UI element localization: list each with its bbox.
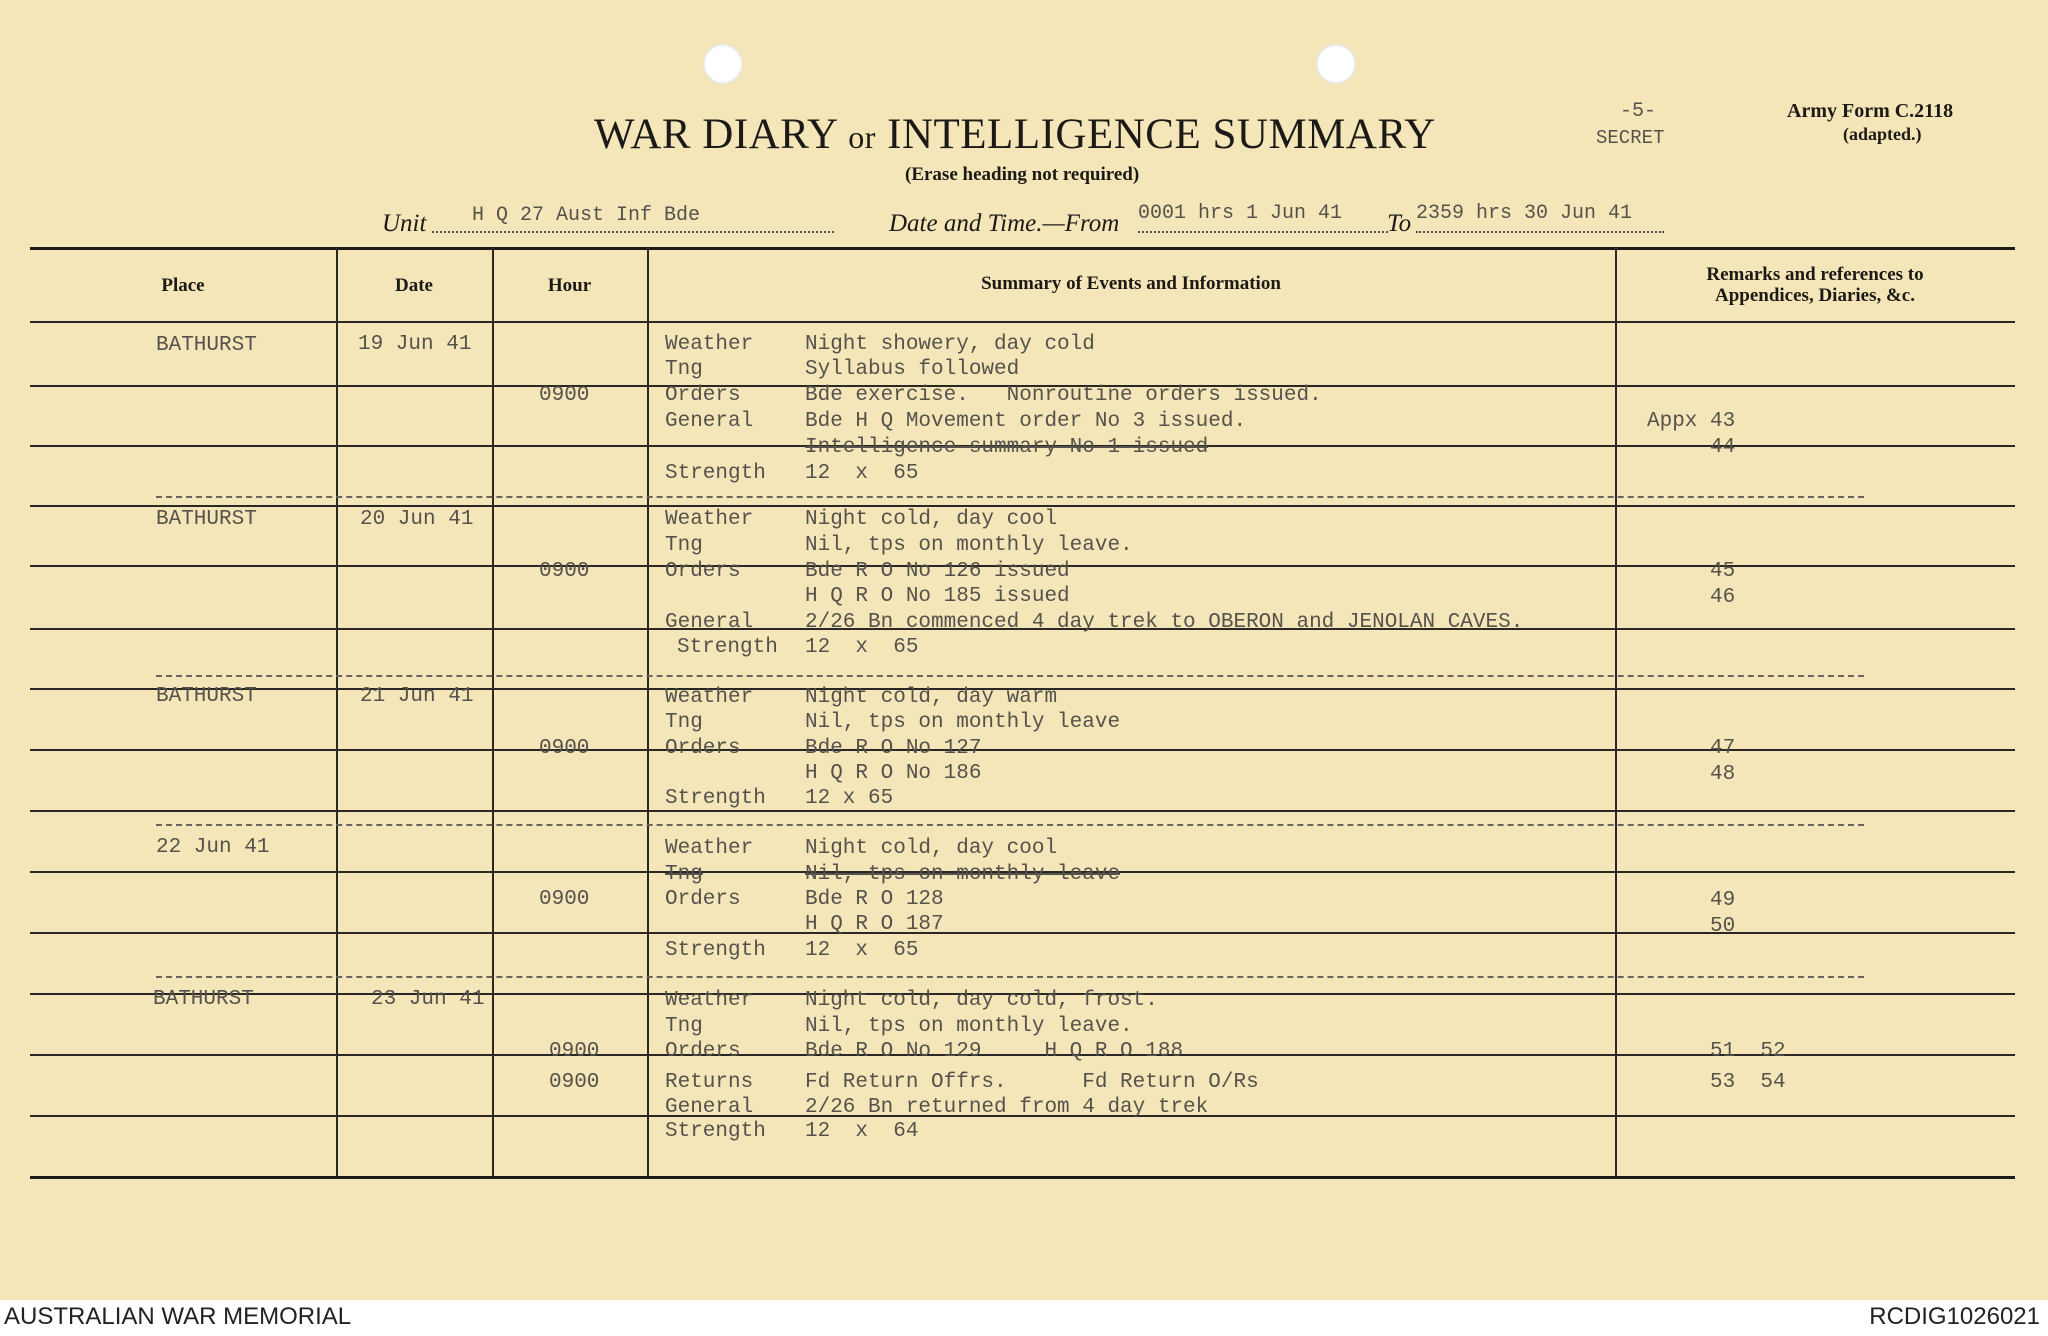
table-bottom-rule (30, 1176, 2015, 1179)
column-header-remarks-line2: Appendices, Diaries, &c. (1714, 285, 1915, 306)
entry-text: 2/26 Bn commenced 4 day trek to OBERON and JENOLAN CAVES. (805, 611, 1524, 634)
column-divider-place-date (336, 248, 338, 1176)
entry-text: Nil, tps on monthly leave (805, 711, 1121, 734)
column-divider-hour-summary (647, 248, 649, 1176)
appendix-reference: 44 (1710, 436, 1736, 459)
entry-category: Orders (665, 1040, 741, 1063)
entry-category: General (665, 611, 754, 634)
entry-text: Syllabus followed (805, 358, 1020, 381)
ruled-line (30, 810, 2015, 812)
entry-hour: 0900 (539, 560, 590, 583)
entry-category: Tng (665, 1015, 703, 1038)
entry-category: Tng (665, 863, 703, 886)
from-dotted-line (1138, 231, 1388, 233)
appendix-reference: 48 (1710, 763, 1736, 786)
entry-category: Returns (665, 1071, 754, 1094)
header-rule (30, 321, 2015, 323)
entry-place: BATHURST (156, 508, 257, 531)
punch-hole-right (1316, 44, 1356, 84)
entry-text: 12 x 65 (805, 636, 919, 659)
to-dotted-line (1416, 231, 1664, 233)
entry-date: 20 Jun 41 (360, 508, 474, 531)
entry-place: 22 Jun 41 (156, 836, 270, 859)
appendix-reference: Appx 43 (1647, 410, 1736, 433)
unit-value: H Q 27 Aust Inf Bde (472, 204, 701, 227)
column-header-date: Date (395, 275, 433, 296)
entry-text: Nil, tps on monthly leave. (805, 1015, 1133, 1038)
title-intelligence-summary: INTELLIGENCE SUMMARY (887, 111, 1436, 158)
entry-text: Bde R O No 127 (805, 737, 982, 760)
appendix-reference: 46 (1710, 586, 1736, 609)
entry-text: H Q R O 187 (805, 913, 944, 936)
entry-category: Orders (665, 384, 741, 407)
entry-date: 19 Jun 41 (358, 333, 472, 356)
column-header-summary: Summary of Events and Information (981, 273, 1281, 294)
entry-text: Night showery, day cold (805, 333, 1095, 356)
entry-text: Nil, tps on monthly leave (805, 863, 1121, 886)
entry-category: Weather (665, 989, 754, 1012)
title-or: or (848, 119, 876, 155)
army-form-number: Army Form C.2118 (1787, 100, 1954, 122)
appendix-reference: 45 (1710, 560, 1736, 583)
classification-stamp: SECRET (1596, 127, 1665, 149)
entry-category: Tng (665, 358, 703, 381)
entry-category: Orders (665, 888, 741, 911)
column-header-remarks-line1: Remarks and references to (1706, 264, 1924, 285)
column-divider-date-hour (492, 248, 494, 1176)
date-time-label: Date and Time.—From (889, 210, 1120, 237)
entry-category: Weather (665, 837, 754, 860)
column-divider-summary-remarks (1615, 248, 1617, 1176)
entry-text: Nil, tps on monthly leave. (805, 534, 1133, 557)
appendix-reference: 47 (1710, 737, 1736, 760)
entry-place: BATHURST (156, 685, 257, 708)
entry-place: BATHURST (156, 334, 257, 357)
to-value: 2359 hrs 30 Jun 41 (1416, 202, 1633, 225)
entry-text: 12 x 65 (805, 462, 919, 485)
entry-category: Weather (665, 686, 754, 709)
column-header-place: Place (161, 275, 205, 296)
entry-text: Bde R O 128 (805, 888, 944, 911)
entry-text: Night cold, day cold, frost. (805, 989, 1158, 1012)
appendix-reference: 49 (1710, 889, 1736, 912)
entry-text: 2/26 Bn returned from 4 day trek (805, 1096, 1209, 1119)
entry-date: 23 Jun 41 (371, 988, 485, 1011)
appendix-reference: 51 52 (1710, 1040, 1786, 1063)
entry-category: Orders (665, 560, 741, 583)
entry-hour: 0900 (549, 1071, 600, 1094)
form-title (594, 110, 1436, 159)
army-form-adapted: (adapted.) (1843, 124, 1922, 144)
erase-note: (Erase heading not required) (905, 164, 1140, 185)
entry-category: Weather (665, 333, 754, 356)
entry-date: 21 Jun 41 (360, 685, 474, 708)
entry-hour: 0900 (539, 384, 590, 407)
to-label: To (1387, 210, 1412, 237)
entry-text: H Q R O No 185 issued (805, 585, 1070, 608)
entry-place: BATHURST (153, 988, 254, 1011)
entry-category: Tng (665, 711, 703, 734)
unit-dotted-line (432, 231, 834, 233)
entry-separator (156, 675, 1864, 677)
ruled-line (30, 505, 2015, 507)
entry-category: Strength (665, 939, 766, 962)
title-war-diary: WAR DIARY (594, 111, 837, 158)
entry-text: 12 x 65 (805, 939, 919, 962)
entry-text: Bde R O No 126 issued (805, 560, 1070, 583)
footer-record-id: RCDIG1026021 (1869, 1303, 2040, 1330)
entry-text: Bde exercise. Nonroutine orders issued. (805, 384, 1322, 407)
entry-category: Orders (665, 737, 741, 760)
unit-label: Unit (382, 210, 427, 237)
entry-category: Strength (677, 636, 778, 659)
entry-separator (156, 976, 1864, 978)
appendix-reference: 53 54 (1710, 1071, 1786, 1094)
entry-text: Night cold, day cool (805, 837, 1058, 860)
entry-category: Strength (665, 787, 766, 810)
entry-text: Fd Return Offrs. Fd Return O/Rs (805, 1071, 1259, 1094)
page-number: -5- (1620, 100, 1657, 123)
from-value: 0001 hrs 1 Jun 41 (1138, 202, 1343, 225)
entry-category: Tng (665, 534, 703, 557)
entry-text: H Q R O No 186 (805, 762, 982, 785)
entry-text: Bde H Q Movement order No 3 issued. (805, 410, 1247, 433)
appendix-reference: 50 (1710, 915, 1736, 938)
entry-category: Weather (665, 508, 754, 531)
column-header-hour: Hour (547, 275, 592, 296)
entry-hour: 0900 (539, 888, 590, 911)
entry-text: 12 x 64 (805, 1120, 919, 1143)
entry-category: Strength (665, 462, 766, 485)
entry-text: Bde R O No 129 H Q R O 188 (805, 1040, 1184, 1063)
entry-text: Night cold, day cool (805, 508, 1058, 531)
entry-text: Intelligence summary No 1 issued (805, 436, 1209, 459)
footer-archive-name: AUSTRALIAN WAR MEMORIAL (4, 1303, 352, 1330)
entry-hour: 0900 (539, 737, 590, 760)
entry-separator (156, 496, 1864, 498)
entry-text: Night cold, day warm (805, 686, 1058, 709)
entry-separator (156, 824, 1864, 826)
entry-category: General (665, 410, 754, 433)
entry-hour: 0900 (549, 1040, 600, 1063)
table-top-rule (30, 247, 2015, 250)
entry-category: Strength (665, 1120, 766, 1143)
entry-category: General (665, 1096, 754, 1119)
entry-text: 12 x 65 (805, 787, 894, 810)
punch-hole-left (703, 44, 743, 84)
